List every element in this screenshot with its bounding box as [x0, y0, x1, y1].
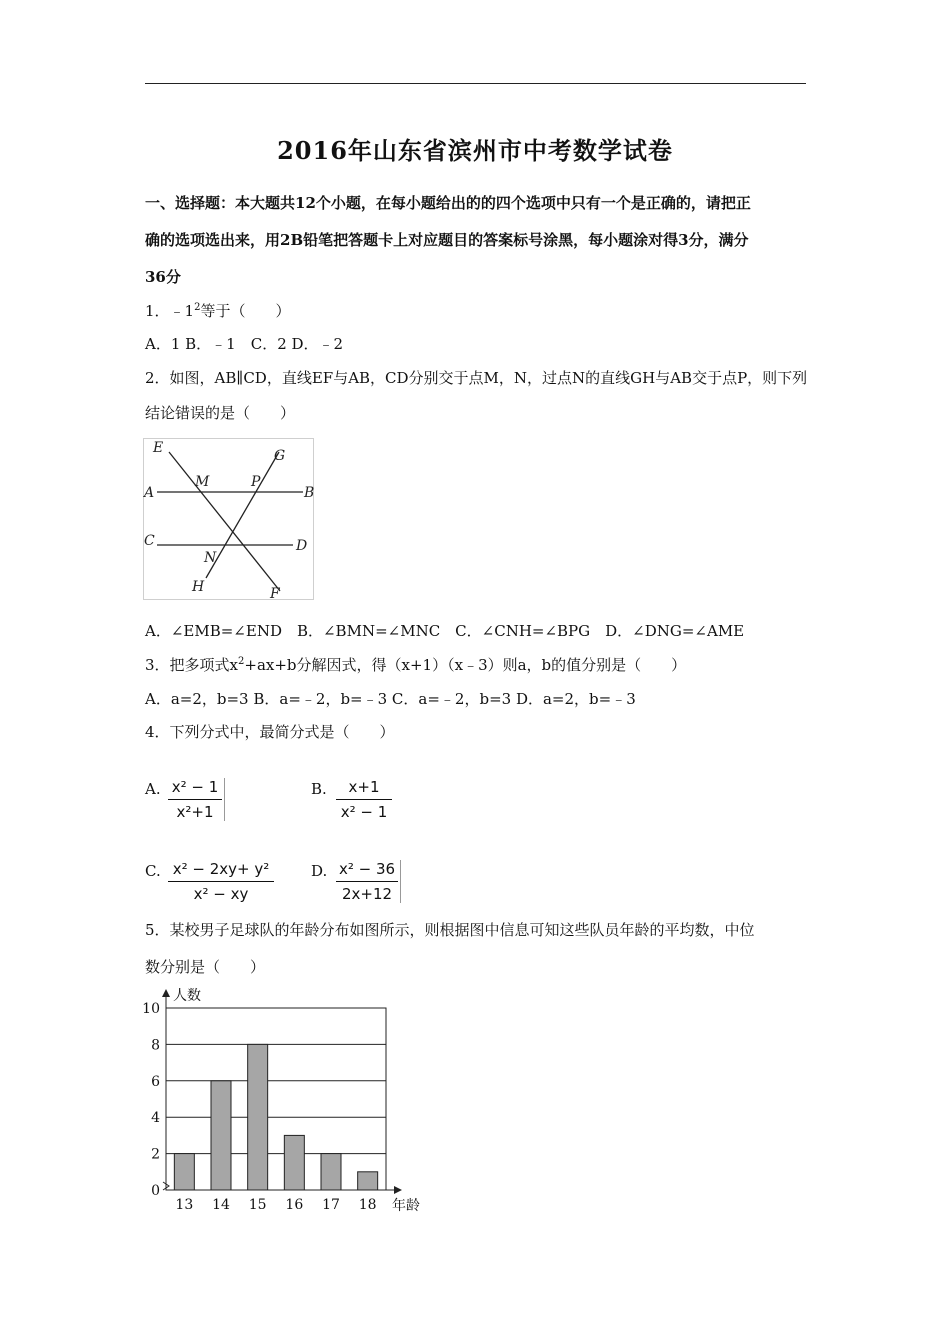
q2-stem-line2: 结论错误的是（ ） [145, 404, 296, 422]
fraction-bar [168, 799, 222, 800]
y-tick-label: 0 [151, 1183, 160, 1199]
q4-option-d-label: D. [311, 862, 328, 880]
q4-c-numerator: x² − 2xy+ y² [172, 860, 270, 878]
q5-stem-line2: 数分别是（ ） [145, 958, 266, 976]
q4-option-d-fraction [336, 860, 401, 903]
q4-option-a-label: A. [145, 780, 161, 798]
label-p: P [251, 474, 261, 490]
label-n: N [204, 550, 217, 566]
label-m: M [195, 474, 210, 490]
page-title: 2016年山东省滨州市中考数学试卷 [277, 136, 673, 165]
y-tick-label: 6 [151, 1073, 160, 1090]
q4-option-b-label: B. [311, 780, 327, 798]
q4-option-c-label: C. [145, 862, 161, 880]
q4-stem: 4．下列分式中，最简分式是（ ） [145, 723, 395, 741]
line-gh [206, 452, 279, 578]
x-tick-label: 13 [175, 1197, 194, 1213]
x-axis-label: 年龄 [392, 1198, 420, 1214]
y-tick-label: 4 [151, 1110, 160, 1127]
q3-options: A．a=2，b=3 B．a=﹣2，b=﹣3 C．a=﹣2，b=3 D．a=2，b=﹣3 [145, 690, 636, 708]
x-tick-label: 14 [212, 1197, 230, 1213]
y-tick-label: 10 [142, 1001, 160, 1017]
fraction-bar [168, 881, 274, 882]
figure-border [144, 439, 314, 600]
q4-d-denominator: 2x+12 [341, 885, 393, 903]
q4-c-denominator: x² − xy [193, 885, 249, 903]
y-tick-label: 8 [151, 1037, 160, 1054]
chart-plot-frame [166, 1008, 386, 1190]
x-tick-label: 15 [248, 1197, 267, 1213]
label-c: C [144, 533, 155, 549]
label-d: D [296, 538, 308, 554]
q4-option-b-fraction [336, 778, 392, 821]
q5-stem-line1: 5．某校男子足球队的年龄分布如图所示，则根据图中信息可知这些队员年龄的平均数，中位 [145, 921, 755, 939]
bar-age-14 [211, 1081, 231, 1190]
x-tick-label: 16 [285, 1197, 304, 1213]
x-tick-label: 18 [358, 1197, 377, 1213]
label-e: E [153, 440, 164, 456]
label-g: G [274, 448, 286, 464]
y-axis-label: 人数 [173, 988, 201, 1004]
line-ef [169, 452, 280, 591]
q4-option-a-fraction [168, 778, 225, 821]
bar-age-16 [284, 1135, 304, 1190]
fraction-bar [336, 881, 398, 882]
q4-b-denominator: x² − 1 [340, 803, 388, 821]
x-axis-arrowhead [394, 1186, 402, 1194]
header-rule [145, 83, 806, 84]
bar-age-17 [321, 1154, 341, 1190]
q4-a-numerator: x² − 1 [171, 778, 219, 796]
q2-stem-line1: 2．如图，AB∥CD，直线EF与AB，CD分别交于点M，N，过点N的直线GH与AB交于点P，则下列 [145, 369, 808, 387]
q2-options: A．∠EMB=∠END B．∠BMN=∠MNC C．∠CNH=∠BPG D．∠DNG=∠AME [145, 622, 745, 640]
section-instructions-line2: 确的选项选出来，用2B铅笔把答题卡上对应题目的答案标号涂黑，每小题涂对得3分，满分 [145, 231, 749, 249]
q3-stem: 3．把多项式$x^2+ax+b$分解因式，得（x+1）（x﹣3）则a，b的值分别是（ ） [145, 656, 687, 674]
age-distribution-chart [140, 985, 440, 1215]
y-axis-arrowhead [162, 989, 170, 997]
bar-age-18 [358, 1172, 378, 1190]
y-tick-label: 2 [151, 1146, 160, 1163]
label-h: H [192, 579, 205, 595]
q2-geometry-figure [143, 438, 315, 601]
section-instructions-line3: 36分 [145, 268, 181, 286]
q4-b-numerator: x+1 [348, 778, 380, 796]
q4-d-numerator: x² − 36 [338, 860, 396, 878]
q1-options: A．1 B．﹣1 C．2 D．﹣2 [145, 335, 344, 353]
x-tick-label: 17 [322, 1197, 340, 1213]
q1-stem: 1．$﹣1^2$等于（ ） [145, 302, 291, 320]
bar-age-13 [174, 1154, 194, 1190]
fraction-bar [336, 799, 392, 800]
label-b: B [304, 485, 315, 501]
label-a: A [144, 485, 155, 501]
section-instructions-line1: 一、选择题：本大题共12个小题，在每小题给出的的四个选项中只有一个是正确的，请把正 [145, 194, 751, 212]
q4-option-c-fraction [168, 860, 274, 903]
q4-a-denominator: x²+1 [176, 803, 214, 821]
bar-age-15 [248, 1044, 268, 1190]
label-f: F [270, 586, 280, 601]
